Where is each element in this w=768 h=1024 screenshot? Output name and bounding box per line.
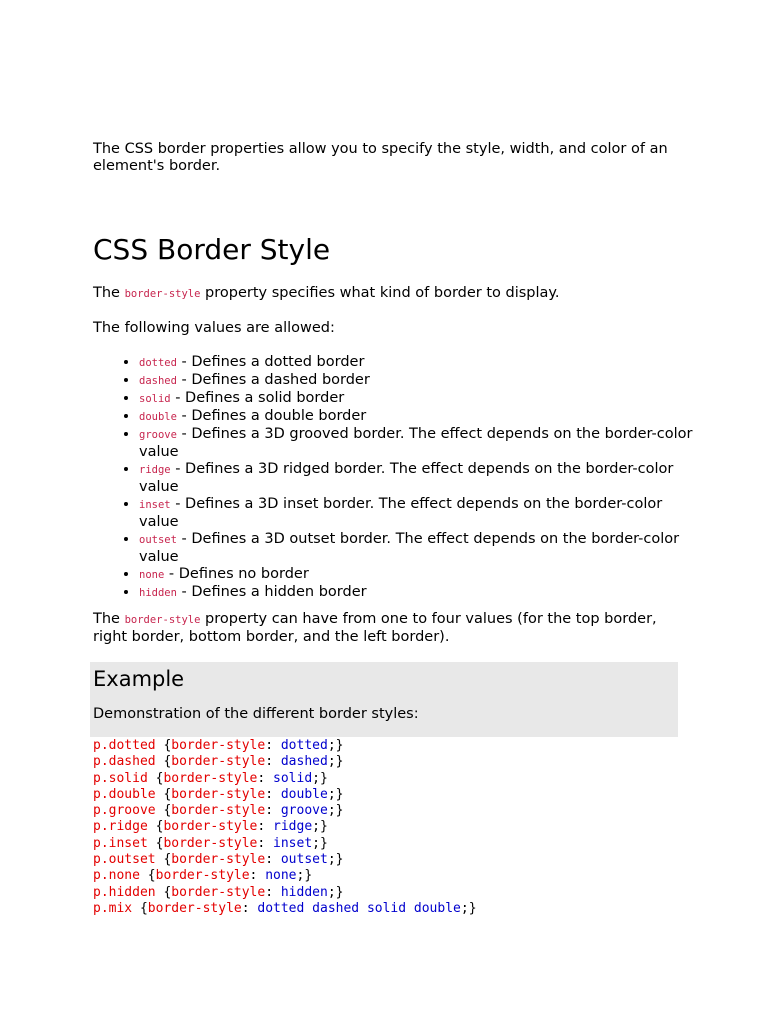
- code-colon: :: [265, 738, 281, 753]
- code-colon: :: [257, 819, 274, 835]
- value-description: - Defines a solid border: [170, 390, 345, 406]
- value-item-outset: [139, 531, 699, 566]
- border-style-description: [93, 285, 560, 303]
- example-description: Demonstration of the different border styles:: [93, 706, 419, 722]
- code-value: outset: [280, 852, 328, 868]
- code-brace-close: ;}: [312, 770, 328, 786]
- code-brace-close: ;}: [312, 819, 328, 835]
- code-colon: :: [257, 835, 274, 851]
- code-block: [93, 738, 477, 917]
- code-selector: p.outset: [93, 852, 156, 868]
- code-brace-close: ;}: [327, 738, 344, 753]
- value-item-none: [139, 566, 699, 584]
- value-item-groove: [139, 426, 699, 461]
- four-values-paragraph: [93, 611, 678, 646]
- value-keyword: ridge: [139, 464, 171, 476]
- value-keyword: dashed: [139, 375, 177, 387]
- intro-paragraph: The CSS border properties allow you to specify the style, width, and color of an element's border.: [93, 141, 668, 174]
- code-brace-close: ;}: [327, 803, 344, 819]
- value-item-ridge: [139, 461, 699, 496]
- code-colon: :: [249, 868, 266, 884]
- value-description: - Defines a 3D ridged border. The effect depends on the border-color value: [139, 461, 674, 495]
- code-property: border-style: [171, 852, 266, 868]
- p3-pre: The: [93, 611, 125, 627]
- value-keyword: inset: [139, 499, 171, 511]
- p1-pre: The: [93, 285, 125, 301]
- p1-code: border-style: [124, 288, 201, 300]
- code-line: [93, 803, 477, 819]
- code-line: [93, 836, 477, 852]
- code-brace-open: {: [155, 803, 172, 819]
- code-value: double: [280, 786, 328, 802]
- code-selector: p.mix: [93, 900, 133, 916]
- code-property: border-style: [163, 835, 258, 851]
- value-item-dotted: [139, 354, 699, 372]
- code-property: border-style: [171, 803, 266, 819]
- value-keyword: double: [139, 411, 177, 423]
- code-brace-close: ;}: [460, 900, 477, 916]
- value-item-hidden: [139, 584, 699, 602]
- value-keyword: groove: [139, 429, 177, 441]
- code-line: [93, 868, 477, 884]
- code-selector: p.dotted: [93, 738, 156, 753]
- code-value: inset: [273, 835, 313, 851]
- value-description: - Defines a hidden border: [176, 584, 367, 600]
- code-colon: :: [257, 770, 274, 786]
- code-value: dotted: [280, 738, 328, 753]
- code-colon: :: [265, 803, 281, 819]
- code-brace-close: ;}: [296, 868, 313, 884]
- value-keyword: outset: [139, 534, 177, 546]
- code-selector: p.none: [93, 868, 140, 884]
- code-selector: p.solid: [93, 770, 148, 786]
- code-value: hidden: [280, 884, 328, 900]
- code-value: ridge: [273, 819, 313, 835]
- code-property: border-style: [171, 754, 266, 770]
- value-description: - Defines a 3D inset border. The effect depends on the border-color value: [139, 496, 663, 530]
- value-keyword: none: [139, 569, 165, 581]
- code-selector: p.double: [93, 786, 156, 802]
- code-line: [93, 787, 477, 803]
- code-value: dashed: [280, 754, 328, 770]
- code-line: [93, 771, 477, 787]
- page-title: CSS Border Style: [93, 233, 331, 266]
- code-brace-open: {: [155, 738, 172, 753]
- code-value: none: [265, 868, 297, 884]
- code-property: border-style: [163, 819, 258, 835]
- code-line: [93, 738, 477, 754]
- code-brace-open: {: [147, 770, 164, 786]
- example-title: Example: [93, 667, 185, 691]
- p1-post: property specifies what kind of border to display.: [200, 285, 560, 301]
- p3-code: border-style: [124, 614, 201, 626]
- value-description: - Defines a dashed border: [176, 372, 370, 388]
- code-selector: p.hidden: [93, 884, 156, 900]
- code-line: [93, 754, 477, 770]
- code-brace-open: {: [155, 754, 172, 770]
- code-selector: p.ridge: [93, 819, 148, 835]
- code-brace-close: ;}: [327, 884, 344, 900]
- value-item-inset: [139, 496, 699, 531]
- value-item-dashed: [139, 372, 699, 390]
- code-line: [93, 819, 477, 835]
- example-box: [90, 662, 678, 737]
- code-colon: :: [265, 884, 281, 900]
- code-colon: :: [241, 900, 258, 916]
- code-value: dotted dashed solid double: [257, 900, 461, 916]
- code-brace-close: ;}: [327, 754, 344, 770]
- code-brace-open: {: [155, 884, 172, 900]
- code-value: groove: [280, 803, 328, 819]
- code-value: solid: [273, 770, 313, 786]
- code-selector: p.groove: [93, 803, 156, 819]
- code-property: border-style: [171, 738, 266, 753]
- code-selector: p.inset: [93, 835, 148, 851]
- code-brace-open: {: [155, 852, 172, 868]
- code-line: [93, 885, 477, 901]
- value-item-solid: [139, 390, 699, 408]
- code-selector: p.dashed: [93, 754, 156, 770]
- code-property: border-style: [163, 770, 258, 786]
- code-brace-open: {: [147, 819, 164, 835]
- code-brace-close: ;}: [312, 835, 328, 851]
- code-property: border-style: [171, 884, 266, 900]
- code-property: border-style: [171, 786, 266, 802]
- code-colon: :: [265, 852, 281, 868]
- code-brace-open: {: [155, 786, 172, 802]
- code-property: border-style: [155, 868, 250, 884]
- code-brace-close: ;}: [327, 852, 344, 868]
- values-list: [93, 354, 699, 602]
- code-colon: :: [265, 786, 281, 802]
- code-brace-open: {: [139, 868, 156, 884]
- value-description: - Defines a 3D outset border. The effect depends on the border-color value: [139, 531, 680, 565]
- allowed-values-intro: The following values are allowed:: [93, 320, 335, 336]
- value-item-double: [139, 408, 699, 426]
- code-line: [93, 901, 477, 917]
- value-description: - Defines a 3D grooved border. The effect depends on the border-color value: [139, 426, 693, 460]
- code-brace-close: ;}: [327, 786, 344, 802]
- value-keyword: solid: [139, 393, 171, 405]
- code-line: [93, 852, 477, 868]
- value-keyword: hidden: [139, 587, 177, 599]
- value-description: - Defines a double border: [176, 408, 367, 424]
- code-colon: :: [265, 754, 281, 770]
- code-brace-open: {: [147, 835, 164, 851]
- code-property: border-style: [147, 900, 242, 916]
- p3-post: property can have from one to four values (for the top border, right border, bottom border, and the left border).: [93, 611, 657, 645]
- value-description: - Defines a dotted border: [176, 354, 365, 370]
- value-keyword: dotted: [139, 357, 177, 369]
- code-brace-open: {: [132, 900, 148, 916]
- value-description: - Defines no border: [164, 566, 309, 582]
